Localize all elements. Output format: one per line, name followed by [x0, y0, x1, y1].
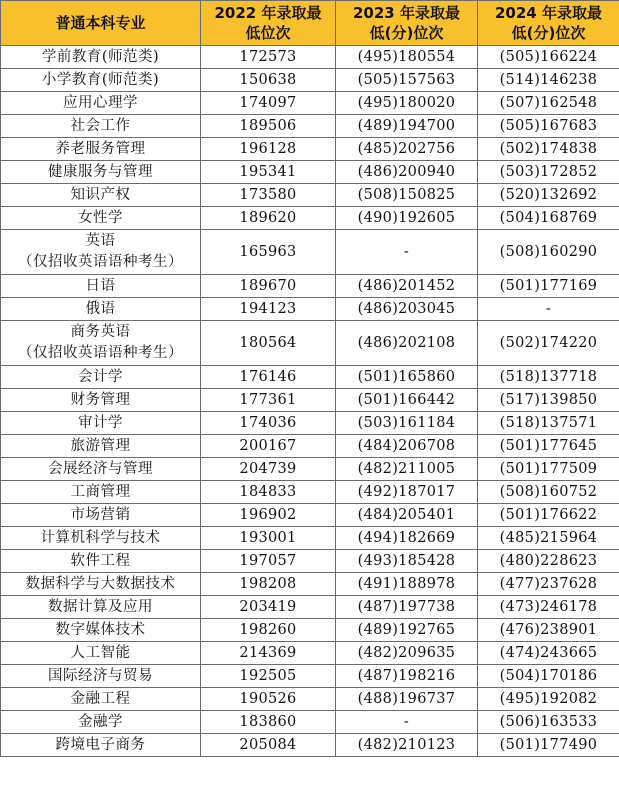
table-row [1, 619, 619, 642]
cell-2023-score-rank: (487)197738 [336, 596, 478, 619]
major-name-line: （仅招收英语语种考生） [18, 345, 183, 361]
cell-major [1, 688, 201, 711]
cell-2024-score-rank: (508)160752 [478, 481, 619, 504]
cell-2024-score-rank: (501)177645 [478, 435, 619, 458]
cell-2024-score-rank: (520)132692 [478, 184, 619, 207]
cell-2022-rank: 200167 [201, 435, 336, 458]
cell-major [1, 115, 201, 138]
cell-2023-score-rank: (482)211005 [336, 458, 478, 481]
table-row [1, 92, 619, 115]
cell-2023-score-rank: (490)192605 [336, 207, 478, 230]
table-row [1, 688, 619, 711]
cell-2022-rank: 205084 [201, 734, 336, 757]
cell-major [1, 184, 201, 207]
major-name-line: 计算机科学与技术 [40, 529, 161, 546]
cell-2022-rank: 165963 [201, 230, 336, 275]
cell-major [1, 619, 201, 642]
cell-2023-score-rank: - [336, 711, 478, 734]
major-name-line: 审计学 [78, 414, 123, 431]
cell-2022-rank: 174097 [201, 92, 336, 115]
cell-2022-rank: 173580 [201, 184, 336, 207]
cell-2024-score-rank: (476)238901 [478, 619, 619, 642]
header-2024-line-2: 低(分)位次 [511, 24, 586, 42]
cell-2024-score-rank: (517)139850 [478, 389, 619, 412]
cell-2023-score-rank: (482)209635 [336, 642, 478, 665]
major-name-line: 工商管理 [70, 483, 131, 500]
cell-2022-rank: 192505 [201, 665, 336, 688]
cell-2023-score-rank: (501)165860 [336, 366, 478, 389]
cell-2023-score-rank: (501)166442 [336, 389, 478, 412]
header-major: 普通本科专业 [1, 1, 201, 46]
table-row [1, 734, 619, 757]
cell-2022-rank: 194123 [201, 298, 336, 321]
table-row [1, 298, 619, 321]
table-row [1, 435, 619, 458]
table-row [1, 711, 619, 734]
cell-2022-rank: 203419 [201, 596, 336, 619]
table-row [1, 527, 619, 550]
cell-major [1, 527, 201, 550]
table-row [1, 642, 619, 665]
cell-2024-score-rank: (501)176622 [478, 504, 619, 527]
major-name-line: 会展经济与管理 [48, 460, 153, 477]
major-name-line: 商务英语 [70, 324, 131, 340]
major-name-line: 学前教育(师范类) [41, 48, 160, 65]
major-name-line: 数据科学与大数据技术 [25, 575, 176, 592]
cell-2023-score-rank: (505)157563 [336, 69, 478, 92]
cell-2022-rank: 189620 [201, 207, 336, 230]
cell-major [1, 275, 201, 298]
cell-major [1, 230, 201, 275]
major-name-line: 社会工作 [70, 117, 131, 134]
cell-2024-score-rank: (518)137571 [478, 412, 619, 435]
cell-2022-rank: 174036 [201, 412, 336, 435]
header-2022 [201, 1, 336, 46]
cell-2023-score-rank: (492)187017 [336, 481, 478, 504]
table-row [1, 184, 619, 207]
cell-major [1, 458, 201, 481]
cell-2024-score-rank: (514)146238 [478, 69, 619, 92]
cell-2024-score-rank: (502)174838 [478, 138, 619, 161]
cell-2022-rank: 184833 [201, 481, 336, 504]
table-row [1, 412, 619, 435]
cell-2023-score-rank: - [336, 230, 478, 275]
cell-2023-score-rank: (485)202756 [336, 138, 478, 161]
cell-2023-score-rank: (482)210123 [336, 734, 478, 757]
table-row [1, 596, 619, 619]
table-row [1, 366, 619, 389]
major-name-line: 养老服务管理 [55, 140, 146, 157]
major-name-line: 女性学 [78, 209, 123, 226]
cell-2023-score-rank: (486)203045 [336, 298, 478, 321]
header-2022-line-2: 低位次 [245, 24, 291, 42]
major-name-line: 金融工程 [70, 690, 131, 707]
cell-major [1, 550, 201, 573]
cell-major [1, 92, 201, 115]
cell-2022-rank: 196128 [201, 138, 336, 161]
major-name-line: 人工智能 [70, 644, 131, 661]
cell-major [1, 207, 201, 230]
table-row [1, 46, 619, 69]
cell-2024-score-rank: (477)237628 [478, 573, 619, 596]
table-row [1, 573, 619, 596]
cell-2022-rank: 172573 [201, 46, 336, 69]
header-2024-line-1: 2024 年录取最 [495, 4, 602, 22]
cell-major [1, 69, 201, 92]
major-name-line: 国际经济与贸易 [48, 667, 153, 684]
cell-2022-rank: 198208 [201, 573, 336, 596]
cell-major [1, 504, 201, 527]
cell-2024-score-rank: (502)174220 [478, 321, 619, 366]
cell-2022-rank: 193001 [201, 527, 336, 550]
cell-major [1, 642, 201, 665]
cell-major [1, 138, 201, 161]
table-row [1, 550, 619, 573]
cell-major [1, 573, 201, 596]
header-row [1, 1, 619, 46]
major-name-line: 软件工程 [70, 552, 131, 569]
table-row [1, 275, 619, 298]
cell-2023-score-rank: (484)206708 [336, 435, 478, 458]
cell-2022-rank: 198260 [201, 619, 336, 642]
cell-2023-score-rank: (484)205401 [336, 504, 478, 527]
cell-major [1, 366, 201, 389]
cell-2024-score-rank: (503)172852 [478, 161, 619, 184]
table-row [1, 138, 619, 161]
cell-2023-score-rank: (486)201452 [336, 275, 478, 298]
header-2022-line-1: 2022 年录取最 [214, 4, 322, 22]
major-name-line: 知识产权 [70, 186, 131, 203]
cell-2022-rank: 176146 [201, 366, 336, 389]
major-name-line: 数字媒体技术 [55, 621, 146, 638]
table-row [1, 207, 619, 230]
cell-2024-score-rank: (505)167683 [478, 115, 619, 138]
cell-2022-rank: 204739 [201, 458, 336, 481]
cell-2024-score-rank: (501)177490 [478, 734, 619, 757]
cell-2023-score-rank: (488)196737 [336, 688, 478, 711]
table-row [1, 321, 619, 366]
cell-major [1, 321, 201, 366]
cell-2023-score-rank: (486)202108 [336, 321, 478, 366]
major-name-line: 会计学 [78, 368, 123, 385]
cell-2022-rank: 190526 [201, 688, 336, 711]
header-2024 [478, 1, 619, 46]
header-2023 [336, 1, 478, 46]
cell-2024-score-rank: (504)168769 [478, 207, 619, 230]
table-row [1, 458, 619, 481]
table-row [1, 504, 619, 527]
cell-major [1, 46, 201, 69]
cell-2023-score-rank: (489)194700 [336, 115, 478, 138]
cell-2022-rank: 189506 [201, 115, 336, 138]
cell-2024-score-rank: (505)166224 [478, 46, 619, 69]
cell-2022-rank: 183860 [201, 711, 336, 734]
cell-2024-score-rank: (480)228623 [478, 550, 619, 573]
cell-2022-rank: 214369 [201, 642, 336, 665]
cell-2024-score-rank: (504)170186 [478, 665, 619, 688]
cell-2023-score-rank: (495)180020 [336, 92, 478, 115]
major-name-line: 财务管理 [70, 391, 131, 408]
cell-2022-rank: 196902 [201, 504, 336, 527]
header-2023-line-2: 低(分)位次 [369, 24, 444, 42]
major-name-line: 健康服务与管理 [48, 163, 153, 180]
cell-2024-score-rank: (507)162548 [478, 92, 619, 115]
cell-2024-score-rank: - [478, 298, 619, 321]
cell-2023-score-rank: (494)182669 [336, 527, 478, 550]
major-name-line: 俄语 [85, 300, 116, 317]
cell-2024-score-rank: (508)160290 [478, 230, 619, 275]
cell-2023-score-rank: (489)192765 [336, 619, 478, 642]
major-name-line: 数据计算及应用 [48, 598, 153, 615]
cell-2024-score-rank: (501)177509 [478, 458, 619, 481]
table-body [1, 46, 619, 757]
major-name-line: 小学教育(师范类) [41, 71, 160, 88]
cell-major [1, 389, 201, 412]
cell-2023-score-rank: (493)185428 [336, 550, 478, 573]
major-name-line: 市场营销 [70, 506, 131, 523]
cell-2022-rank: 189670 [201, 275, 336, 298]
major-name-line: 金融学 [78, 713, 123, 730]
cell-2024-score-rank: (495)192082 [478, 688, 619, 711]
cell-2022-rank: 150638 [201, 69, 336, 92]
major-name-line: 跨境电子商务 [55, 736, 146, 753]
cell-2024-score-rank: (501)177169 [478, 275, 619, 298]
cell-major [1, 298, 201, 321]
cell-2023-score-rank: (495)180554 [336, 46, 478, 69]
header-2023-line-1: 2023 年录取最 [353, 4, 460, 22]
cell-major [1, 596, 201, 619]
cell-major [1, 734, 201, 757]
cell-major [1, 435, 201, 458]
table-row [1, 115, 619, 138]
cell-2022-rank: 195341 [201, 161, 336, 184]
major-name-line: （仅招收英语语种考生） [18, 254, 183, 270]
cell-2022-rank: 197057 [201, 550, 336, 573]
major-name-line: 应用心理学 [63, 94, 138, 111]
cell-2024-score-rank: (518)137718 [478, 366, 619, 389]
cell-2023-score-rank: (508)150825 [336, 184, 478, 207]
major-name-line: 日语 [85, 277, 116, 294]
major-name-line: 英语 [85, 233, 116, 249]
cell-2022-rank: 180564 [201, 321, 336, 366]
table-row [1, 69, 619, 92]
cell-2023-score-rank: (491)188978 [336, 573, 478, 596]
cell-2023-score-rank: (487)198216 [336, 665, 478, 688]
cell-major [1, 412, 201, 435]
cell-2022-rank: 177361 [201, 389, 336, 412]
cell-2023-score-rank: (486)200940 [336, 161, 478, 184]
cell-major [1, 711, 201, 734]
table-row [1, 161, 619, 184]
table-row [1, 230, 619, 275]
cell-2024-score-rank: (474)243665 [478, 642, 619, 665]
major-name-line: 旅游管理 [70, 437, 131, 454]
table-row [1, 389, 619, 412]
cell-2024-score-rank: (473)246178 [478, 596, 619, 619]
cell-major [1, 665, 201, 688]
cell-2023-score-rank: (503)161184 [336, 412, 478, 435]
table-row [1, 481, 619, 504]
table-row [1, 665, 619, 688]
cell-2024-score-rank: (506)163533 [478, 711, 619, 734]
cell-major [1, 161, 201, 184]
cell-major [1, 481, 201, 504]
cell-2024-score-rank: (485)215964 [478, 527, 619, 550]
